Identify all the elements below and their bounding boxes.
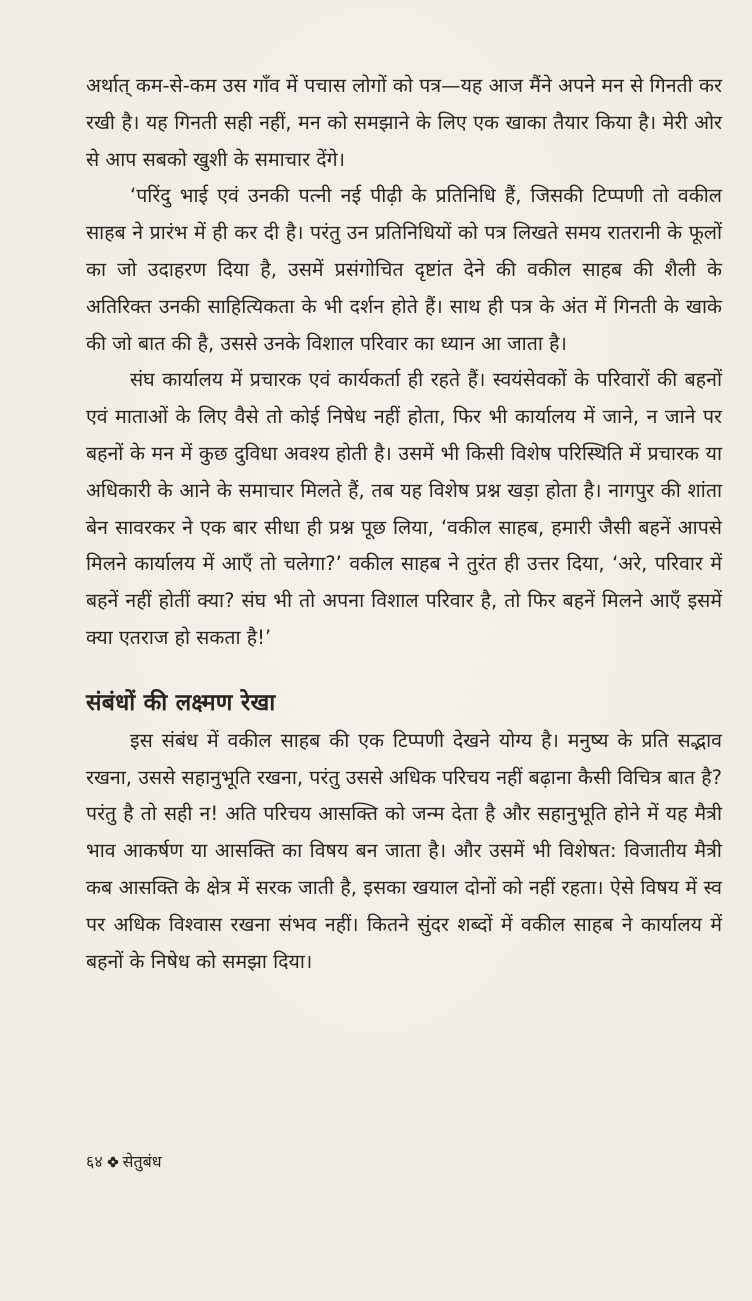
book-title: सेतुबंध <box>122 1152 162 1171</box>
paragraph-3: संघ कार्यालय में प्रचारक एवं कार्यकर्ता ही रहते हैं। स्वयंसेवकों के परिवारों की बहनों एवं माताओं के लिए वैसे तो कोई निषेध नहीं होता, फिर भी कार्यालय में जाने, न जाने पर बहनों के मन में कुछ दुविधा अवश्य होती है। उसमें भी किसी विशेष परिस्थिति में प्रचारक या अधिकारी के आने के समाचार मिलते हैं, तब यह विशेष प्रश्न खड़ा होता है। नागपुर की शांता बेन सावरकर ने एक बार सीधा ही प्रश्न पूछ लिया, ‘वकील साहब, हमारी जैसी बहनें आपसे मिलने कार्यालय में आएँ तो चलेगा?’ वकील साहब ने तुरंत ही उत्तर दिया, ‘अरे, परिवार में बहनें नहीं होतीं क्या? संघ भी तो अपना विशाल परिवार है, तो फिर बहनें मिलने आएँ इसमें क्या एतराज हो सकता है!’ <box>86 368 722 649</box>
section-paragraph: इस संबंध में वकील साहब की एक टिप्पणी देखने योग्य है। मनुष्य के प्रति सद्भाव रखना, उससे सहानुभूति रखना, परंतु उससे अधिक परिचय नहीं बढ़ाना कैसी विचित्र बात है? परंतु है तो सही न! अति परिचय आसक्ति को जन्म देता है और सहानुभूति होने में यह मैत्री भाव आकर्षण या आसक्ति का विषय बन जाता है। और उसमें भी विशेषत: विजातीय मैत्री कब आसक्ति के क्षेत्र में सरक जाती है, इसका खयाल दोनों को नहीं रहता। ऐसे विषय में स्व पर अधिक विश्वास रखना संभव नहीं। कितने सुंदर शब्दों में वकील साहब ने कार्यालय में बहनों के निषेध को समझा दिया। <box>86 728 722 973</box>
page-footer <box>86 1150 162 1174</box>
paragraph-1: अर्थात् कम-से-कम उस गाँव में पचास लोगों को पत्र—यह आज मैंने अपने मन से गिनती कर रखी है। यह गिनती सही नहीं, मन को समझाने के लिए एक खाका तैयार किया है। मेरी ओर से आप सबको खुशी के समाचार देंगे। <box>86 74 722 171</box>
section-heading: संबंधों की लक्ष्मण रेखा <box>86 689 276 716</box>
paragraph-2: ‘परिंदु भाई एवं उनकी पत्नी नई पीढ़ी के प्रतिनिधि हैं, जिसकी टिप्पणी तो वकील साहब ने प्रारंभ में ही कर दी है। परंतु उन प्रतिनिधियों को पत्र लिखते समय रातरानी के फूलों का जो उदाहरण दिया है, उसमें प्रसंगोचित दृष्टांत देने की वकील साहब की शैली के अतिरिक्त उनकी साहित्यिकता के भी दर्शन होते हैं। साथ ही पत्र के अंत में गिनती के खाके की जो बात की है, उससे उनके विशाल परिवार का ध्यान आ जाता है। <box>86 184 722 355</box>
flower-ornament-icon <box>107 1156 119 1168</box>
page-body <box>86 68 722 980</box>
page-number: ६४ <box>86 1152 103 1171</box>
